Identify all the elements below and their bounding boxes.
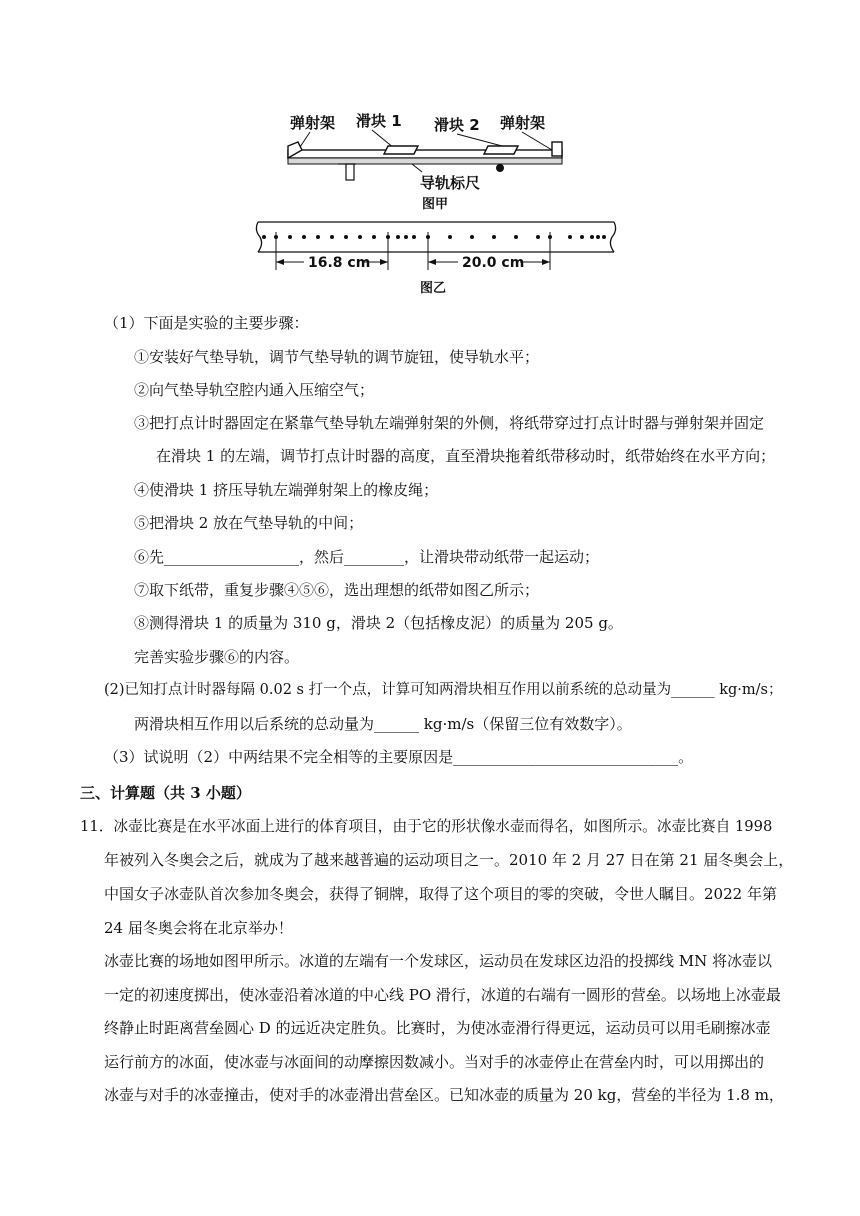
part1-intro: （1）下面是实验的主要步骤： [104,314,309,332]
tape-dot [288,235,292,239]
tape-dot [302,235,306,239]
tape-dot [330,235,334,239]
tape-dot [358,235,362,239]
q11-line-4: 24 届冬奥会将在北京举办！ [104,919,293,937]
q11-line-6: 一定的初速度掷出，使冰壶沿着冰道的中心线 PO 滑行，冰道的右端有一圆形的营垒。以场地上冰壶最 [104,986,781,1004]
step-8: ⑧测得滑块 1 的质量为 310 g，滑块 2（包括橡皮泥）的质量为 205 g。 [134,614,623,632]
label-launcher-left: 弹射架 [290,114,336,132]
tape-dot [568,235,572,239]
tape-dot [404,235,408,239]
step-4: ④使滑块 1 挤压导轨左端弹射架上的橡皮绳； [134,481,439,499]
q11-line-3: 中国女子冰壶队首次参加冬奥会，获得了铜牌，取得了这个项目的零的突破，令世人瞩目。2022 年第 [104,885,777,903]
label-slider-2: 滑块 2 [434,116,480,134]
tape-dot [492,235,496,239]
caption-jia: 图甲 [422,197,449,212]
tape-dot [412,235,416,239]
part2-line-2: 两滑块相互作用以后系统的总动量为______ kg·m/s（保留三位有效数字）。 [134,715,632,733]
q11-line-1: 11．冰壶比赛是在水平冰面上进行的体育项目，由于它的形状像水壶而得名，如图所示。冰壶比赛自 1998 [80,818,773,835]
slider-2 [484,146,518,154]
tape-dot [396,235,400,239]
tape-dot [316,235,320,239]
q11-line-8: 运行前方的冰面，使冰壶与冰面间的动摩擦因数减小。当对手的冰壶停止在营垒内时，可以用掷出的 [104,1053,765,1071]
tape-dot [536,235,540,239]
step-3: ③把打点计时器固定在紧靠气垫导轨左端弹射架的外侧，将纸带穿过打点计时器与弹射架并固定 [134,414,765,432]
tape-dot [580,235,584,239]
q11-line-9: 冰壶与对手的冰壶撞击，使对手的冰壶滑出营垒区。已知冰壶的质量为 20 kg，营垒的半径为 1.8 m， [104,1086,784,1104]
distance-label-1: 16.8 cm [308,255,371,271]
tape-dot [262,235,266,239]
step-1: ①安装好气垫导轨，调节气垫导轨的调节旋钮，使导轨水平； [134,348,540,366]
slider-1 [384,146,418,154]
step-5: ⑤把滑块 2 放在气垫导轨的中间； [134,514,364,532]
q11-line-2: 年被列入冬奥会之后，就成为了越来越普遍的运动项目之一。2010 年 2 月 27 日在第 21 届冬奥会上， [104,851,794,869]
section-title: 三、计算题（共 3 小题） [80,784,251,802]
q11-line-5: 冰壶比赛的场地如图甲所示。冰道的左端有一个发球区，运动员在发球区边沿的投掷线 MN 将冰壶以 [104,952,773,970]
label-slider-1: 滑块 1 [356,112,402,130]
tape-dot [590,235,594,239]
step-2: ②向气垫导轨空腔内通入压缩空气； [134,381,375,399]
label-rail-scale: 导轨标尺 [420,174,481,192]
air-track [288,150,562,158]
step-complete-prompt: 完善实验步骤⑥的内容。 [134,648,300,666]
tape-dot [344,235,348,239]
q11-line-7: 终静止时距离营垒圆心 D 的远近决定胜负。比赛时，为使冰壶滑行得更远，运动员可以用毛刷擦冰壶 [104,1019,771,1037]
label-launcher-right: 弹射架 [500,114,546,132]
tape-dot [372,235,376,239]
tape-dot [602,235,606,239]
experiment-figure [252,106,620,302]
tape-dot [596,235,600,239]
distance-label-2: 20.0 cm [462,255,525,271]
step-3-cont: 在滑块 1 的左端，调节打点计时器的高度，直至滑块拖着纸带移动时，纸带始终在水平方向； [156,447,776,465]
part2-line-1: (2)已知打点计时器每隔 0.02 s 打一个点，计算可知两滑块相互作用以前系统的总动量为______ kg·m/s； [104,682,783,698]
caption-yi: 图乙 [420,281,447,296]
tape-dot [448,235,452,239]
tape-dot [514,235,518,239]
part3: （3）试说明（2）中两结果不完全相等的主要原因是______________________________。 [104,748,694,766]
tape-dot [470,235,474,239]
step-6: ⑥先__________________，然后________，让滑块带动纸带一起运动； [134,548,600,566]
step-7: ⑦取下纸带，重复步骤④⑤⑥，选出理想的纸带如图乙所示； [134,581,540,599]
